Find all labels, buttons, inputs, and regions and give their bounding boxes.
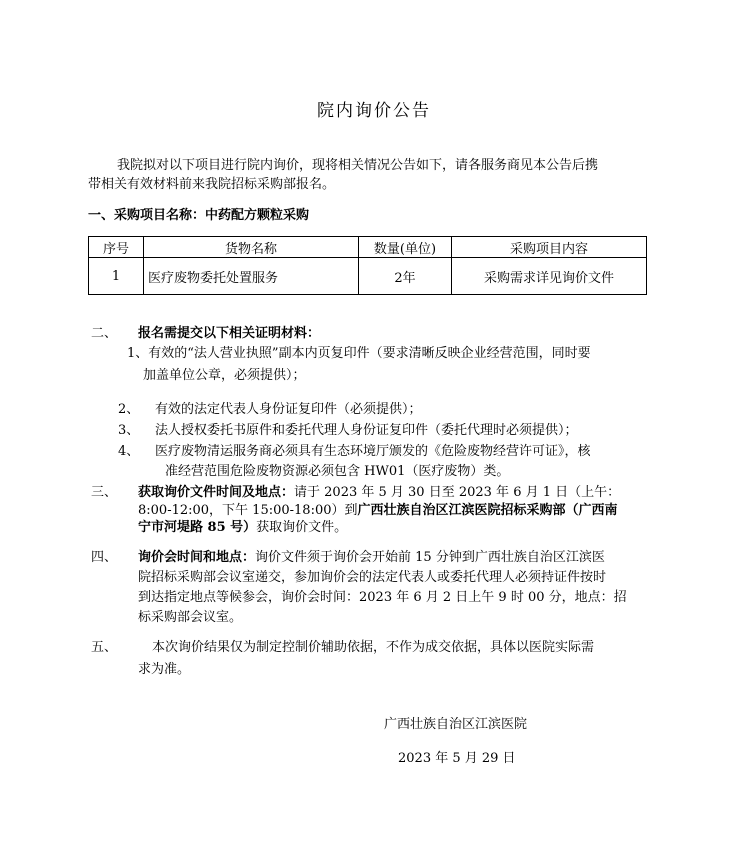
section-5-line-2: 求为准。 xyxy=(138,662,191,677)
intro-line-2: 带相关有效材料前来我院招标采购部报名。 xyxy=(88,177,336,192)
cell-quantity: 2年 xyxy=(359,258,452,295)
cell-goods-name: 医疗废物委托处置服务 xyxy=(144,258,359,295)
section-4-line-1 xyxy=(138,546,605,565)
section-2-item-3-number: 3、 xyxy=(118,423,140,438)
section-4-line-4: 标采购部会议室。 xyxy=(138,610,243,625)
section-2-item-2-text: 有效的法定代表人身份证复印件（必须提供）； xyxy=(155,402,422,417)
intro-line-1: 我院拟对以下项目进行院内询价，现将相关情况公告如下，请各服务商见本公告后携 xyxy=(117,158,599,173)
items-table xyxy=(88,236,647,295)
cell-index: 1 xyxy=(89,258,144,295)
section-4-line-1-text: 询价文件须于询价会开始前 15 分钟到广西壮族自治区江滨医 xyxy=(255,550,605,565)
section-3-location: 广西壮族自治区江滨医院招标采购部（广西南 xyxy=(357,503,618,518)
section-3-line-3 xyxy=(138,516,347,535)
signature-organization: 广西壮族自治区江滨医院 xyxy=(384,717,528,732)
section-2-item-4-line-1: 医疗废物清运服务商必须具有生态环境厅颁发的《危险废物经营许可证》，核 xyxy=(155,444,591,459)
section-5-line-1: 本次询价结果仅为制定控制价辅助依据，不作为成交依据，具体以医院实际需 xyxy=(152,640,595,655)
signature-date: 2023 年 5 月 29 日 xyxy=(398,751,516,766)
section-4-line-2: 院招标采购部会议室递交，参加询价会的法定代表人或委托代理人必须持证件按时 xyxy=(138,570,607,585)
section-3-line-3-text: 获取询价文件。 xyxy=(256,520,348,535)
section-3-heading: 获取询价文件时间及地点： xyxy=(138,485,295,500)
table-header-row xyxy=(89,237,647,258)
table-row xyxy=(89,258,647,295)
section-2-item-4-number: 4、 xyxy=(118,444,140,459)
section-2-item-3-text: 法人授权委托书原件和委托代理人身份证复印件（委托代理时必须提供）； xyxy=(155,423,578,438)
section-2-item-2-number: 2、 xyxy=(118,402,140,417)
cell-content: 采购需求详见询价文件 xyxy=(452,258,647,295)
page-title: 院内询价公告 xyxy=(317,101,431,121)
section-1-heading: 一、采购项目名称：中药配方颗粒采购 xyxy=(88,208,310,223)
section-2-number: 二、 xyxy=(91,326,118,341)
section-4-number: 四、 xyxy=(91,550,118,565)
section-4-line-3: 到达指定地点等候参会，询价会时间：2023 年 6 月 2 日上午 9 时 00 分，地点：招 xyxy=(138,590,627,605)
header-quantity: 数量(单位) xyxy=(359,237,452,258)
section-3-address: 宁市河堤路 85 号） xyxy=(138,520,257,535)
section-2-item-1-line-1: 1、有效的“法人营业执照”副本内页复印件（要求清晰反映企业经营范围，同时要 xyxy=(127,346,591,361)
header-index: 序号 xyxy=(89,237,144,258)
section-2-item-4-line-2: 准经营范围危险废物资源必须包含 HW01（医疗废物）类。 xyxy=(165,464,510,479)
header-goods-name: 货物名称 xyxy=(144,237,359,258)
section-5-number: 五、 xyxy=(91,640,118,655)
section-2-heading: 报名需提交以下相关证明材料： xyxy=(138,326,321,341)
section-2-item-1-line-2: 加盖单位公章，必须提供）； xyxy=(143,368,306,383)
header-content: 采购项目内容 xyxy=(452,237,647,258)
section-4-heading: 询价会时间和地点： xyxy=(138,550,256,565)
section-3-number: 三、 xyxy=(91,485,118,500)
section-3-line-1-text: 请于 2023 年 5 月 30 日至 2023 年 6 月 1 日（上午： xyxy=(294,485,621,500)
section-3-line-1 xyxy=(138,481,620,500)
section-3-line-2-text: 8:00-12:00，下午 15:00-18:00）到 xyxy=(138,503,358,518)
